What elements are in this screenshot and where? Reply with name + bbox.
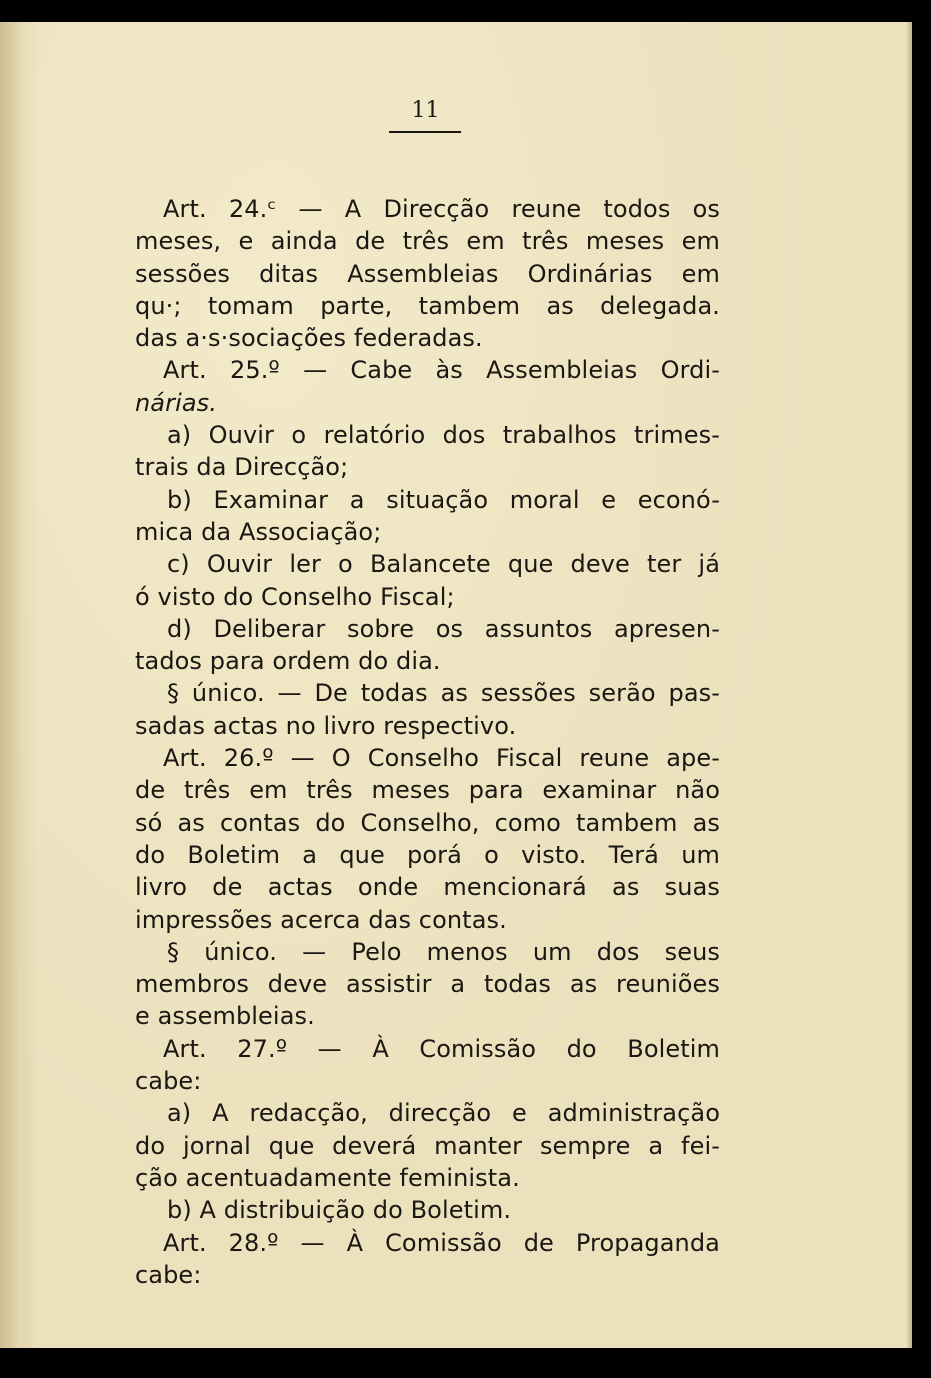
text-line: ção acentuadamente feminista. [135, 1163, 520, 1192]
text-line: c) Ouvir ler o Balancete que deve ter já [167, 550, 720, 579]
text-line: do jornal que deverá manter sempre a fei- [135, 1131, 720, 1160]
text-line: impressões acerca das contas. [135, 905, 507, 934]
text-line: livro de actas onde mencionará as suas [135, 873, 720, 902]
text-line: b) A distribuição do Boletim. [167, 1196, 512, 1225]
text-line: das a·s·sociações federadas. [135, 324, 483, 353]
text-line: ó visto do Conselho Fiscal; [135, 582, 455, 611]
text-line: qu·; tomam parte, tambem as delegada. [135, 291, 720, 320]
text-line: a) Ouvir o relatório dos trabalhos trimes- [167, 421, 720, 450]
text-line: mica da Associação; [135, 517, 382, 546]
text-line: meses, e ainda de três em três meses em [135, 227, 720, 256]
text-line: § único. — Pelo menos um dos seus [167, 937, 720, 966]
text-line: § único. — De todas as sessões serão pas- [167, 679, 720, 708]
text-line: cabe: [135, 1260, 202, 1289]
page-edge-shadow [906, 22, 912, 1348]
text-line: a) A redacção, direcção e administração [167, 1099, 720, 1128]
text-line: do Boletim a que porá o visto. Terá um [135, 840, 720, 869]
page-number-rule [389, 131, 461, 133]
text-line: membros deve assistir a todas as reuniões [135, 970, 720, 999]
text-line: sadas actas no livro respectivo. [135, 711, 517, 740]
text-line: Art. 24.ᶜ — A Direcção reune todos os [163, 195, 720, 223]
text-line: nárias. [135, 388, 217, 417]
body-text [135, 193, 720, 1291]
text-line: Art. 26.º — O Conselho Fiscal reune ape- [163, 744, 720, 773]
text-line: trais da Direcção; [135, 453, 349, 482]
page-number: 11 [411, 98, 440, 123]
text-line: Art. 25.º — Cabe às Assembleias Ordi- [163, 356, 720, 385]
text-line: b) Examinar a situação moral e econó- [167, 485, 720, 514]
text-line: cabe: [135, 1067, 202, 1096]
text-line: sessões ditas Assembleias Ordinárias em [135, 259, 720, 288]
text-line: só as contas do Conselho, como tambem as [135, 808, 720, 837]
text-line: Art. 27.º — À Comissão do Boletim [163, 1034, 720, 1063]
text-line: de três em três meses para examinar não [135, 776, 720, 805]
text-line: e assembleias. [135, 1002, 315, 1031]
text-line: Art. 28.º — À Comissão de Propaganda [163, 1228, 720, 1257]
page-gutter [0, 22, 22, 1348]
text-line: d) Deliberar sobre os assuntos apresen- [167, 614, 720, 643]
text-line: tados para ordem do dia. [135, 647, 441, 676]
